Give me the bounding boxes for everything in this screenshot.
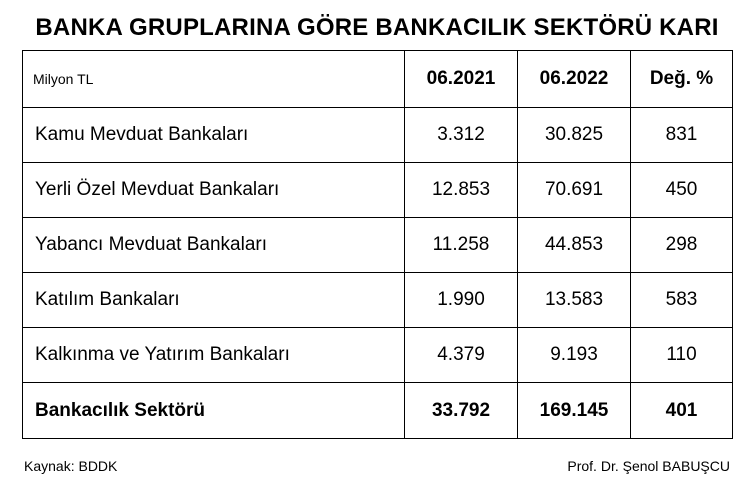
value-2022: 70.691 bbox=[518, 163, 631, 218]
bank-group-name: Katılım Bankaları bbox=[23, 273, 405, 328]
change-percent: 298 bbox=[631, 218, 733, 273]
profit-table bbox=[22, 50, 733, 439]
value-2021: 3.312 bbox=[405, 108, 518, 163]
table-row bbox=[23, 108, 733, 163]
column-header-change: Değ. % bbox=[631, 51, 733, 108]
column-header-2022: 06.2022 bbox=[518, 51, 631, 108]
value-2022: 13.583 bbox=[518, 273, 631, 328]
unit-label: Milyon TL bbox=[23, 51, 405, 108]
change-percent: 450 bbox=[631, 163, 733, 218]
value-2021: 12.853 bbox=[405, 163, 518, 218]
value-2021: 1.990 bbox=[405, 273, 518, 328]
total-change: 401 bbox=[631, 383, 733, 439]
table-row bbox=[23, 328, 733, 383]
total-2022: 169.145 bbox=[518, 383, 631, 439]
bank-group-name: Kamu Mevduat Bankaları bbox=[23, 108, 405, 163]
change-percent: 831 bbox=[631, 108, 733, 163]
total-row bbox=[23, 383, 733, 439]
total-2021: 33.792 bbox=[405, 383, 518, 439]
change-percent: 110 bbox=[631, 328, 733, 383]
column-header-2021: 06.2021 bbox=[405, 51, 518, 108]
change-percent: 583 bbox=[631, 273, 733, 328]
value-2022: 30.825 bbox=[518, 108, 631, 163]
bank-group-name: Yabancı Mevduat Bankaları bbox=[23, 218, 405, 273]
total-name: Bankacılık Sektörü bbox=[23, 383, 405, 439]
page-title: BANKA GRUPLARINA GÖRE BANKACILIK SEKTÖRÜ KARI bbox=[35, 14, 719, 41]
source-note: Kaynak: BDDK bbox=[24, 458, 118, 474]
table-row bbox=[23, 218, 733, 273]
value-2022: 44.853 bbox=[518, 218, 631, 273]
value-2021: 11.258 bbox=[405, 218, 518, 273]
bank-group-name: Kalkınma ve Yatırım Bankaları bbox=[23, 328, 405, 383]
table-row bbox=[23, 273, 733, 328]
bank-group-name: Yerli Özel Mevduat Bankaları bbox=[23, 163, 405, 218]
value-2021: 4.379 bbox=[405, 328, 518, 383]
table-row bbox=[23, 163, 733, 218]
value-2022: 9.193 bbox=[518, 328, 631, 383]
author-credit: Prof. Dr. Şenol BABUŞCU bbox=[567, 458, 730, 474]
table-header-row bbox=[23, 51, 733, 108]
